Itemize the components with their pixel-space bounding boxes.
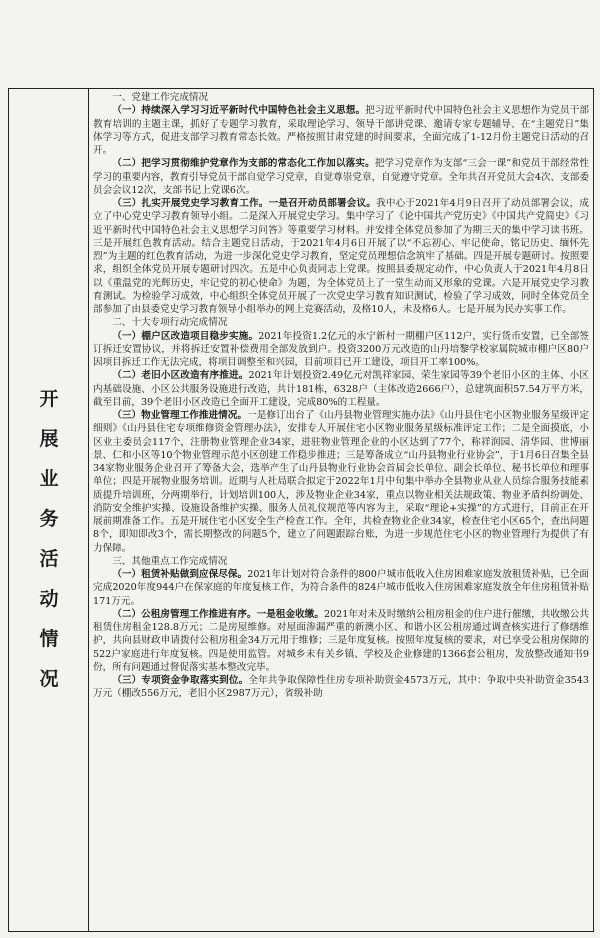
- lead-text: （一）租赁补贴做到应保尽保。: [112, 569, 248, 580]
- side-title-char: 业: [39, 468, 59, 490]
- section-heading-party: [93, 91, 589, 104]
- paragraph: [93, 369, 589, 409]
- body-text: 2021年计划对符合条件的800户城市低收入住房困难家庭发放租赁补贴，已全面完成2020年度944户在保家庭的年度复核工作，为符合条件的824户城市低收入住房困难家庭发放全年住房租赁补贴171万元。: [93, 569, 589, 607]
- paragraph: [93, 330, 589, 370]
- paragraph: [93, 608, 589, 674]
- paragraph: [93, 157, 589, 197]
- heading-text: 三、其他重点工作完成情况: [112, 555, 228, 567]
- body-text: 2021年投资1.2亿元的永宁新村一期棚户区112户，实行货币安置，已全部签订拆迁安置协议，并将拆迁安置补偿费用全部发放到户。投资3200万元改造的山丹培黎学校家属院城市棚户区80户因项目拆迁工作无法完成，将项目调整至和兴园，目前项目已开工建设，项目开工率100%。: [93, 330, 589, 368]
- paragraph: [93, 568, 589, 608]
- lead-text: （三）扎实开展党史学习教育工作。一是召开动员部署会议。: [112, 198, 377, 209]
- report-body: [93, 91, 589, 929]
- lead-text: （二）把学习贯彻维护党章作为支部的常态化工作加以落实。: [112, 158, 375, 170]
- side-title-char: 况: [39, 668, 59, 690]
- section-heading-other: [93, 555, 589, 568]
- body-text: 把学习党章作为支部“三会一课”和党员干部经常性学习的重要内容，教育引导党员干部自觉学习党章，自觉尊崇党章，自觉遵守党章。全年共召开党员大会4次、支部委员会会议12次，支部书记上党课6次。: [93, 158, 589, 196]
- side-title-char: 展: [39, 428, 59, 450]
- paragraph: [93, 409, 589, 555]
- paragraph: [93, 674, 589, 701]
- side-column: [9, 89, 89, 931]
- section-heading-actions: [93, 316, 589, 329]
- body-text: 2021年计划投资2.49亿元对凯祥家园、荣生家园等39个老旧小区的主体、小区内基础设施、小区公共服务设施进行改造，共计181栋，6328户（主体改造2666户），总建筑面积57.54万平方米，截至目前，39个老旧小区改造已全面开工建设，完成80%的工程量。: [93, 370, 589, 408]
- side-title-char: 动: [39, 588, 59, 610]
- body-text: 一是修订出台了《山丹县物业管理实施办法》《山丹县住宅小区物业服务星级评定细则》《山丹县住宅专项维修资金管理办法》，安排专人开展住宅小区物业服务星级标准评定工作；二是全面摸底，小区业主委员会117个，注册物业管理企业34家，进驻物业管理企业的小区达到了77个，称祥润园、清华园、世博丽景、仁和小区等10个物业管理示范小区创建工作稳步推进；三是筹备成立“山丹县物业行业协会”，于1月6日召集全县34家物业服务企业召开了筹备大会，选举产生了山丹县物业行业协会首届会长单位、副会长单位、秘书长单位和理事单位；四是开展物业服务培训。近期与人社局联合拟定于2022年1月中旬集中举办全县物业从业人员综合服务技能素质提升培训班，分两期举行，计划培训100人，涉及物业企业34家，重点以物业相关法规政策、物业矛盾纠纷调处、消防安全维护实操、设施设备维护实操、服务人员礼仪规范等内容为主，采取“理论+实操”的方式进行，目前正在开展前期准备工作。五是开展住宅小区安全生产检查工作。全年，共检查物业企业34家，检查住宅小区65个，查出问题8个，即知即改3个，需长期整改的问题5个，建立了问题跟踪台账，为进一步规范住宅小区的物业管理行为提供了有力保障。: [93, 410, 589, 554]
- side-title: [9, 379, 89, 699]
- side-title-char: 情: [39, 628, 59, 650]
- side-title-char: 开: [39, 388, 59, 410]
- body-text: 2021年对未及时缴纳公租房租金的住户进行催缴，共收缴公共租赁住房租金128.8万元；二是房屋维修。对屋面渗漏严重的新澳小区、和谐小区公租房通过调查核实进行了修缮维护，共向县财政申请拨付公租房租金34万元用于维修；三是年度复核。按照年度复核的要求，对已享受公租房保障的522户家庭进行年度复核。四是使用监管。对城乡未有关乡镇、学校及企业修建的1366套公租房，发放整改通知书9份，所有问题通过督促落实基本整改完毕。: [93, 608, 589, 673]
- body-text: 我中心于2021年4月9日召开了动员部署会议，成立了中心党史学习教育领导小组。二是深入开展党史学习。集中学习了《论中国共产党历史》《中国共产党简史》《习近平新时代中国特色社会主义思想学习问答》等重要学习材料。并安排全体党员参加了为期三天的集中学习读书班。三是开展红色教育活动。结合主题党日活动，于2021年4月6日开展了以“不忘初心、牢记使命，铭记历史、缅怀先烈”为主题的红色教育活动，为进一步深化党史学习教育，坚定党员理想信念筑牢了基础。四是开展专题研讨。按照要求，组织全体党员开展专题研讨四次。五是中心负责同志上党课。按照县委规定动作，中心负责人于2021年4月8日以《重温党的光辉历史，牢记党的初心使命》为题，为全体党员上了一堂生动而又形象的党课。六是开展党史学习教育测试。为检验学习成效，中心组织全体党员开展了一次党史学习教育知识测试，检验了学习成效，同时全体党员全部参加了由县委党史学习教育领导小组举办的网上竞赛活动，及格10人，未及格6人。七是开展为民办实事工作。: [93, 198, 589, 315]
- side-title-char: 务: [39, 508, 59, 530]
- side-title-char: 活: [39, 548, 59, 570]
- lead-text: （三）物业管理工作推进情况。: [112, 410, 248, 421]
- paragraph: [93, 197, 589, 316]
- lead-text: （二）老旧小区改造有序推进。: [112, 370, 249, 382]
- lead-text: （一）持续深入学习习近平新时代中国特色社会主义思想。: [112, 105, 366, 117]
- body-text: 全年共争取保障性住房专项补助资金4573万元，其中：争取中央补助资金3543万元（棚改556万元，老旧小区2987万元），省级补助: [93, 675, 589, 700]
- body-text: 把习近平新时代中国特色社会主义思想作为党员干部教育培训的主题主课，抓好了专题学习教育，采取理论学习、领导干部讲党课、邀请专家专题辅导、在“主题党日”集体学习等方式，促进支部学习教育常态长效。严格按照甘肃党建的时间要求，全面完成了1-12月份主题党日活动的召开。: [93, 105, 589, 156]
- heading-text: 一、党建工作完成情况: [112, 92, 209, 103]
- heading-text: 二、十大专项行动完成情况: [112, 317, 228, 329]
- lead-text: （二）公租房管理工作推进有序。一是租金收缴。: [112, 608, 324, 620]
- paragraph: [93, 104, 589, 157]
- lead-text: （一）棚户区改造项目稳步实施。: [112, 330, 259, 342]
- lead-text: （三）专项资金争取落实到位。: [112, 675, 249, 686]
- document-frame: [8, 88, 594, 932]
